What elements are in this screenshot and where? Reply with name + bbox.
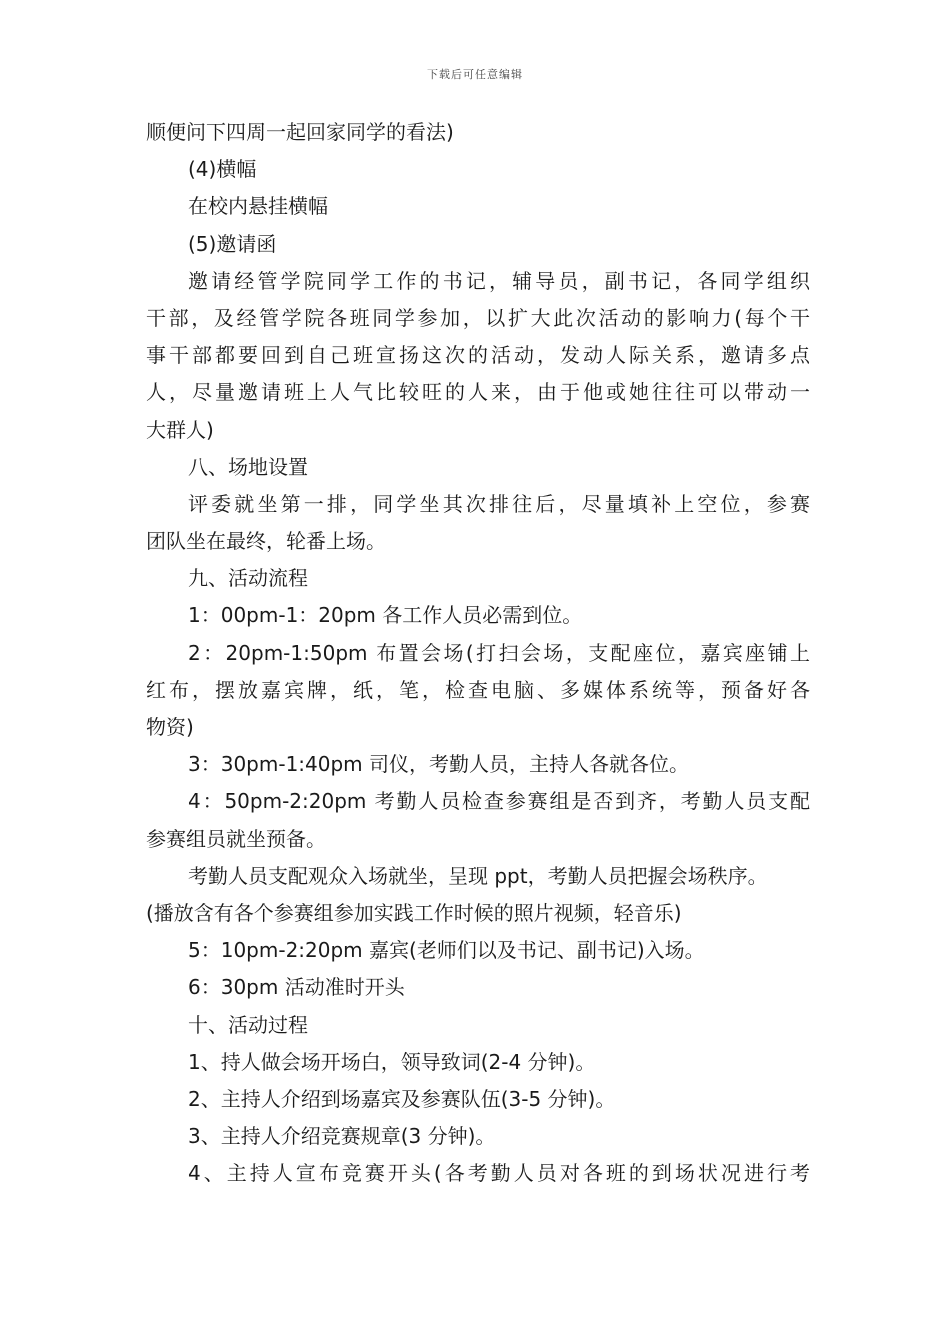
text-line: 6：30pm 活动准时开头 xyxy=(188,975,405,1000)
text-line: 大群人) xyxy=(146,417,214,442)
text-line: 3：30pm-1:40pm 司仪，考勤人员，主持人各就各位。 xyxy=(188,752,690,777)
text-line: 干部，及经管学院各班同学参加，以扩大此次活动的影响力(每个干 xyxy=(146,305,810,330)
document-body xyxy=(146,114,810,1192)
text-line: 团队坐在最终，轮番上场。 xyxy=(146,529,386,554)
text-line: 物资) xyxy=(146,715,194,739)
text-line: 2、主持人介绍到场嘉宾及参赛队伍(3-5 分钟)。 xyxy=(188,1086,616,1111)
text-line: 事干部都要回到自己班宣扬这次的活动，发动人际关系，邀请多点 xyxy=(146,343,810,368)
text-line: 顺便问下四周一起回家同学的看法) xyxy=(146,120,454,144)
text-line: (5)邀请函 xyxy=(188,231,277,256)
text-line: 十、活动过程 xyxy=(188,1012,308,1037)
text-line: 红布，摆放嘉宾牌，纸，笔，检查电脑、多媒体系统等，预备好各 xyxy=(146,677,810,702)
text-line: 在校内悬挂横幅 xyxy=(188,194,328,219)
text-line: 2：20pm-1:50pm 布置会场(打扫会场，支配座位，嘉宾座铺上 xyxy=(188,640,810,665)
text-line: 评委就坐第一排，同学坐其次排往后，尽量填补上空位，参赛 xyxy=(188,491,810,516)
text-line: (4)横幅 xyxy=(188,157,257,182)
text-line: (播放含有各个参赛组参加实践工作时候的照片视频，轻音乐) xyxy=(146,900,682,925)
text-line: 人，尽量邀请班上人气比较旺的人来，由于他或她往往可以带动一 xyxy=(146,380,810,405)
text-line: 4、主持人宣布竞赛开头(各考勤人员对各班的到场状况进行考 xyxy=(188,1161,810,1186)
text-line: 考勤人员支配观众入场就坐，呈现 ppt，考勤人员把握会场秩序。 xyxy=(188,863,768,888)
text-line: 邀请经管学院同学工作的书记，辅导员，副书记，各同学组织 xyxy=(188,268,810,293)
page-header: 下载后可任意编辑 xyxy=(427,68,523,81)
text-line: 1：00pm-1：20pm 各工作人员必需到位。 xyxy=(188,603,583,628)
text-line: 参赛组员就坐预备。 xyxy=(146,826,326,851)
text-line: 3、主持人介绍竞赛规章(3 分钟)。 xyxy=(188,1124,496,1149)
text-line: 4：50pm-2:20pm 考勤人员检查参赛组是否到齐，考勤人员支配 xyxy=(188,789,810,814)
text-line: 九、活动流程 xyxy=(188,566,308,591)
text-line: 1、持人做会场开场白，领导致词(2-4 分钟)。 xyxy=(188,1049,596,1074)
text-line: 5：10pm-2:20pm 嘉宾(老师们以及书记、副书记)入场。 xyxy=(188,938,705,963)
text-line: 八、场地设置 xyxy=(188,454,308,479)
